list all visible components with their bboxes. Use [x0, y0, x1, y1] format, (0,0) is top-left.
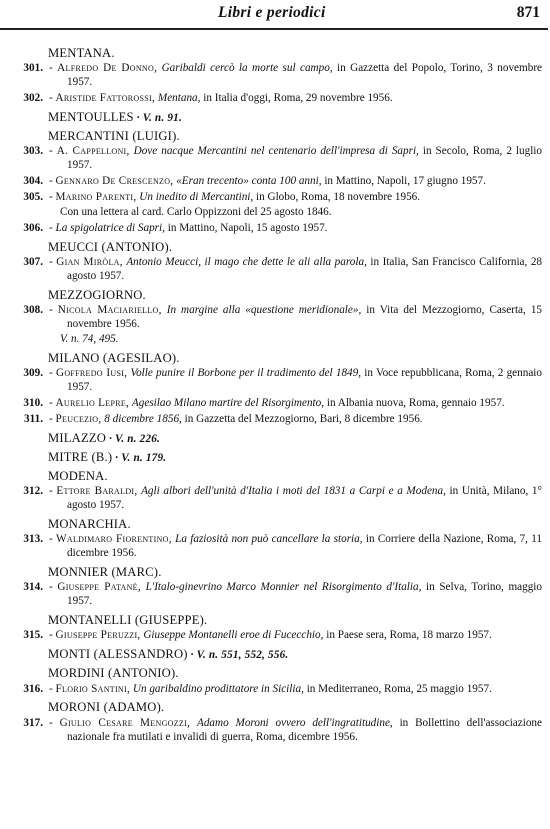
- bibliography-entry: 317. - Giulio Cesare Mengozzi, Adamo Moroni ovvero dell'ingratitudine, in Bollettino dell'associazione nazionale fra mutilati e invalidi di guerra, Roma, dicembre 1956.: [0, 717, 550, 745]
- bibliography-entry: 312. - Ettore Baraldi, Agli albori dell'unità d'Italia i moti del 1831 a Carpi e a Modena, in Unità, Milano, 1° agosto 1957.: [0, 485, 550, 513]
- bibliography-entry: 307. - Gian Miròla, Antonio Meucci, il mago che dette le ali alla parola, in Italia, San Francisco California, 28 agosto 1957.: [0, 256, 550, 284]
- subject-name: MONNIER (MARC).: [48, 564, 162, 579]
- entry-source: in Bollettino dell'associazione nazionale fra mutilati e invalidi di guerra, Roma, dicembre 1956.: [67, 716, 542, 743]
- subject-name: MILANO (AGESILAO).: [48, 350, 180, 365]
- entry-title: Garibaldi cercò la morte sul campo,: [161, 62, 333, 75]
- entry-note: Con una lettera al card. Carlo Oppizzoni del 25 agosto 1846.: [60, 205, 332, 218]
- entry-number: 302.: [23, 92, 43, 105]
- entry-source: in Paese sera, Roma, 18 marzo 1957.: [326, 629, 492, 642]
- entry-number: 317.: [23, 716, 43, 729]
- subject-name: MITRE (B.): [48, 449, 113, 464]
- entry-author: Aristide Fattorossi,: [55, 92, 156, 105]
- entry-source: in Unità, Milano, 1° agosto 1957.: [67, 485, 542, 512]
- subject-name: MILAZZO: [48, 430, 107, 445]
- entry-number: 314.: [23, 581, 43, 594]
- entry-source: in Gazzetta del Mezzogiorno, Bari, 8 dicembre 1956.: [184, 412, 423, 425]
- entry-source: in Selva, Torino, maggio 1957.: [67, 581, 543, 608]
- cross-reference: · V. n. 179.: [112, 451, 167, 464]
- cross-reference: · V. n. 91.: [133, 111, 182, 124]
- entry-title: «Eran trecento» conta 100 anni,: [176, 175, 322, 188]
- bibliography-list: [0, 46, 550, 744]
- subject-name: MONTANELLI (GIUSEPPE).: [48, 612, 208, 627]
- entry-number: 316.: [23, 682, 43, 695]
- entry-author: Peucezio,: [55, 412, 102, 425]
- bibliography-entry: 306. - La spigolatrice di Sapri, in Mattino, Napoli, 15 agosto 1957.: [0, 222, 550, 236]
- subject-heading: [0, 666, 550, 680]
- entry-author: Alfredo De Donno,: [57, 62, 158, 75]
- entry-title: La spigolatrice di Sapri,: [55, 221, 165, 234]
- bibliography-entry: 310. - Aurelio Lepre, Agesilao Milano martire del Risorgimento, in Albania nuova, Roma, gennaio 1957.: [0, 397, 550, 411]
- subject-heading: [0, 647, 550, 662]
- entry-author: Florio Santini,: [55, 682, 131, 695]
- subject-heading: [0, 517, 550, 531]
- subject-heading: [0, 129, 550, 143]
- entry-title: Un garibaldino prodittatore in Sicilia,: [132, 682, 304, 695]
- entry-source: in Gazzetta del Popolo, Torino, 3 novembre 1957.: [67, 62, 543, 89]
- entry-author: Ettore Baraldi,: [56, 485, 138, 498]
- subject-heading: [0, 700, 550, 714]
- subject-name: MORDINI (ANTONIO).: [48, 666, 179, 681]
- entry-author: Aurelio Lepre,: [55, 396, 130, 409]
- bibliography-entry: 301. - Alfredo De Donno, Garibaldi cercò la morte sul campo, in Gazzetta del Popolo, Torino, 3 novembre 1957.: [0, 62, 550, 90]
- entry-number: 307.: [23, 255, 43, 268]
- page-number: 871: [516, 4, 540, 21]
- subject-name: MENTANA.: [48, 46, 115, 60]
- entry-number: 305.: [23, 191, 43, 204]
- subject-name: MONARCHIA.: [48, 516, 131, 531]
- bibliography-entry: 311. - Peucezio, 8 dicembre 1856, in Gazzetta del Mezzogiorno, Bari, 8 dicembre 1956.: [0, 413, 550, 427]
- subject-name: MONTI (ALESSANDRO): [48, 647, 188, 662]
- entry-source: in Globo, Roma, 18 novembre 1956.: [256, 191, 421, 204]
- bibliography-entry: 304. - Gennaro De Crescenzo, «Eran trecento» conta 100 anni, in Mattino, Napoli, 17 giugno 1957.: [0, 175, 550, 189]
- entry-title: Mentana,: [157, 92, 201, 105]
- bibliography-entry: 316. - Florio Santini, Un garibaldino prodittatore in Sicilia, in Mediterraneo, Roma, 25 maggio 1957.: [0, 683, 550, 697]
- entry-source: in Mediterraneo, Roma, 25 maggio 1957.: [306, 682, 492, 695]
- entry-author: Gian Miròla,: [56, 255, 123, 268]
- entry-source: in Italia, San Francisco California, 28 agosto 1957.: [67, 255, 543, 282]
- subject-name: MENTOULLES: [48, 109, 134, 124]
- entry-source: in Voce repubblicana, Roma, 2 gennaio 1957.: [67, 366, 542, 393]
- bibliography-entry: 305. - Marino Parenti, Un inedito di Mercantini, in Globo, Roma, 18 novembre 1956.: [0, 191, 550, 205]
- entry-number: 301.: [23, 62, 43, 75]
- cross-reference: · V. n. 551, 552, 556.: [187, 649, 289, 662]
- entry-number: 312.: [23, 485, 43, 498]
- subject-heading: [0, 469, 550, 483]
- entry-title: Agli albori dell'unità d'Italia i moti del 1831 a Carpi e a Modena,: [141, 485, 446, 498]
- entry-title: Adamo Moroni ovvero dell'ingratitudine,: [197, 716, 393, 729]
- entry-number: 306.: [23, 221, 43, 234]
- entry-source: in Mattino, Napoli, 15 agosto 1957.: [167, 221, 328, 234]
- entry-title: Agesilao Milano martire del Risorgimento,: [131, 396, 325, 409]
- subject-name: MERCANTINI (LUIGI).: [48, 129, 180, 144]
- entry-number: 303.: [23, 145, 43, 158]
- subject-heading: [0, 613, 550, 627]
- entry-author: Gennaro De Crescenzo,: [55, 175, 174, 188]
- entry-source: in Secolo, Roma, 2 luglio 1957.: [67, 145, 543, 172]
- entry-number: 313.: [23, 533, 43, 546]
- entry-author: Giuseppe Patanè,: [57, 581, 141, 594]
- entry-title: L'Italo-ginevrino Marco Monnier nel Risorgimento d'Italia,: [145, 581, 422, 594]
- entry-author: Nicola Maciariello,: [57, 303, 162, 316]
- subject-heading: [0, 351, 550, 365]
- entry-title: Antonio Meucci, il mago che dette le ali alla parola,: [126, 255, 367, 268]
- subject-name: MEZZOGIORNO.: [48, 287, 146, 302]
- entry-source: in Albania nuova, Roma, gennaio 1957.: [326, 396, 505, 409]
- subject-heading: [0, 46, 550, 60]
- entry-title: Volle punire il Borbone per il tradimento del 1849,: [130, 366, 362, 379]
- bibliography-entry: 313. - Waldimaro Fiorentino, La faziosità non può cancellare la storia, in Corriere della Nazione, Roma, 7, 11 dicembre 1956.: [0, 533, 550, 561]
- cross-reference: · V. n. 226.: [106, 432, 161, 445]
- entry-author: Goffredo Iusi,: [55, 366, 128, 379]
- entry-author: A. Cappelloni,: [56, 145, 130, 158]
- entry-author: Waldimaro Fiorentino,: [56, 533, 172, 546]
- entry-title: In margine alla «questione meridionale»,: [166, 303, 362, 316]
- entry-title: Dove nacque Mercantini nel centenario dell'impresa di Sapri,: [133, 145, 419, 158]
- cross-reference: V. n. 74, 495.: [60, 332, 119, 345]
- bibliography-entry: 315. - Giuseppe Peruzzi, Giuseppe Montanelli eroe di Fucecchio, in Paese sera, Roma, 18 marzo 1957.: [0, 629, 550, 643]
- entry-source: in Corriere della Nazione, Roma, 7, 11 dicembre 1956.: [67, 533, 543, 560]
- entry-title: 8 dicembre 1856,: [104, 412, 182, 425]
- entry-number: 315.: [23, 629, 43, 642]
- entry-source: in Mattino, Napoli, 17 giugno 1957.: [324, 175, 486, 188]
- entry-author: Giulio Cesare Mengozzi,: [59, 716, 191, 729]
- entry-number: 309.: [23, 366, 43, 379]
- page-header: [0, 0, 550, 24]
- entry-number: 304.: [23, 175, 43, 188]
- entry-title: Un inedito di Mercantini,: [139, 191, 254, 204]
- entry-source: in Italia d'oggi, Roma, 29 novembre 1956.: [203, 92, 393, 105]
- subject-name: MEUCCI (ANTONIO).: [48, 239, 173, 254]
- header-rule: [0, 28, 548, 30]
- subject-name: MORONI (ADAMO).: [48, 700, 165, 715]
- running-title: Libri e periodici: [218, 4, 326, 21]
- entry-number: 311.: [24, 412, 43, 425]
- entry-title: Giuseppe Montanelli eroe di Fucecchio,: [143, 629, 324, 642]
- subject-heading: [0, 288, 550, 302]
- entry-number: 308.: [23, 303, 43, 316]
- subject-heading: [0, 450, 550, 465]
- subject-heading: [0, 565, 550, 579]
- subject-heading: [0, 110, 550, 125]
- bibliography-entry: 302. - Aristide Fattorossi, Mentana, in Italia d'oggi, Roma, 29 novembre 1956.: [0, 92, 550, 106]
- bibliography-entry: 314. - Giuseppe Patanè, L'Italo-ginevrino Marco Monnier nel Risorgimento d'Italia, in Selva, Torino, maggio 1957.: [0, 581, 550, 609]
- entry-source: in Vita del Mezzogiorno, Caserta, 15 novembre 1956.: [67, 303, 543, 330]
- bibliography-entry: 308. - Nicola Maciariello, In margine alla «questione meridionale», in Vita del Mezzogiorno, Caserta, 15 novembre 1956.: [0, 304, 550, 332]
- bibliography-entry: 303. - A. Cappelloni, Dove nacque Mercantini nel centenario dell'impresa di Sapri, in Secolo, Roma, 2 luglio 1957.: [0, 145, 550, 173]
- entry-number: 310.: [23, 396, 43, 409]
- entry-author: Giuseppe Peruzzi,: [55, 629, 141, 642]
- subject-heading: [0, 240, 550, 254]
- bibliography-entry: 309. - Goffredo Iusi, Volle punire il Borbone per il tradimento del 1849, in Voce repubblicana, Roma, 2 gennaio 1957.: [0, 367, 550, 395]
- subject-heading: [0, 431, 550, 446]
- entry-author: Marino Parenti,: [55, 191, 137, 204]
- entry-title: La faziosità non può cancellare la storia,: [175, 533, 363, 546]
- subject-name: MODENA.: [48, 468, 108, 483]
